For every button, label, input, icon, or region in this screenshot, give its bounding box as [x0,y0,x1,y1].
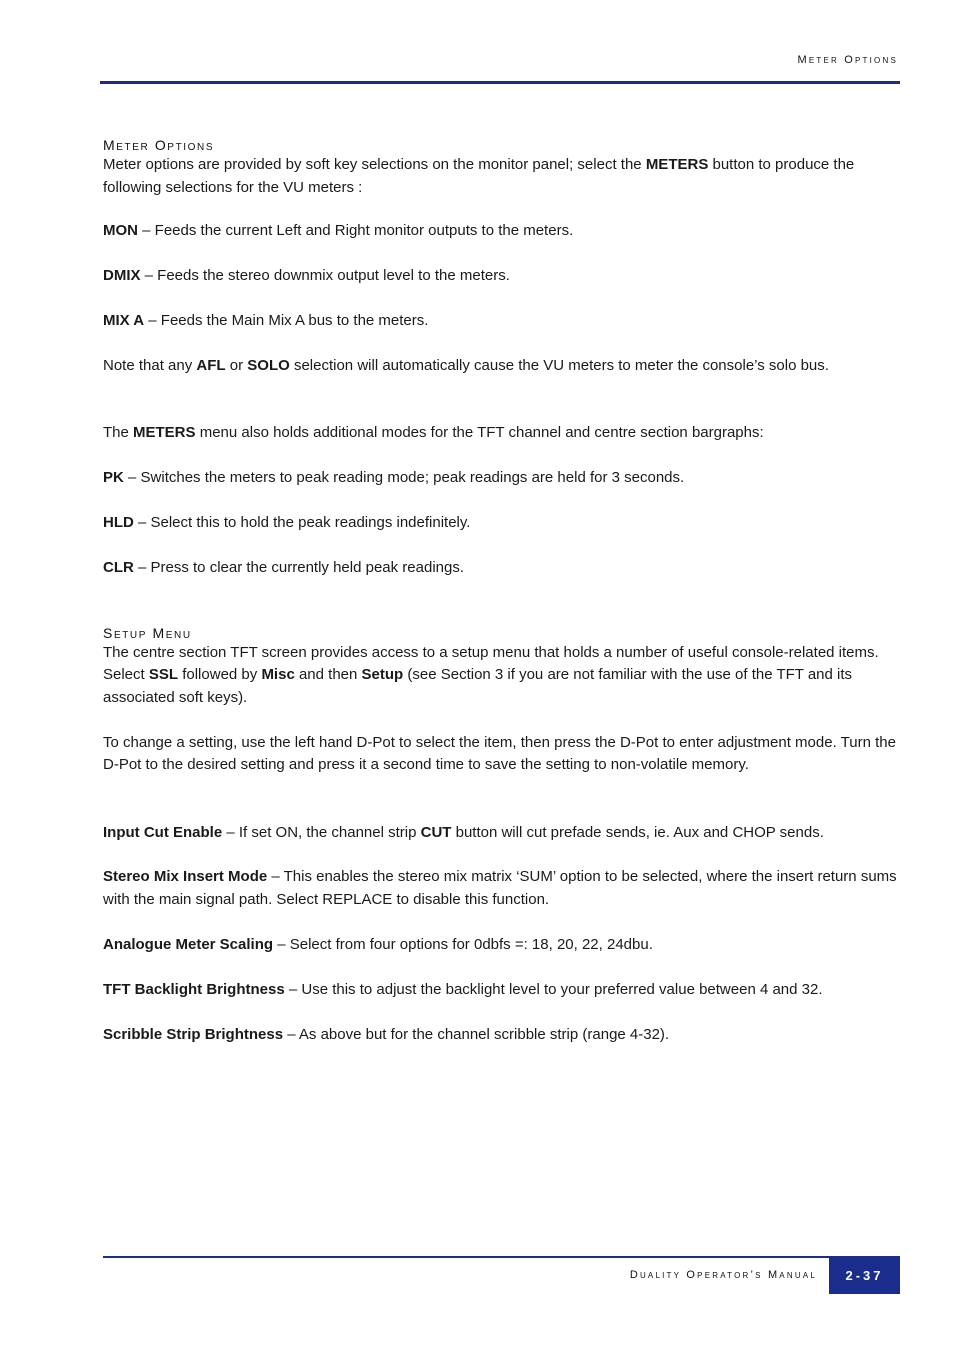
text-run: – This enables the stereo mix matrix ‘SUM’ option to be selected, where the insert return sums with the main signal path. Select REPLACE to disable this function. [103,868,897,908]
text-run: The centre section TFT screen provides access to a setup menu that holds a number of useful console-related items. Select [103,643,879,683]
text-run: or [225,357,248,374]
header-rule [100,81,900,84]
setup-menu-change-setting [103,732,899,777]
text-run: To change a setting, use the left hand D-Pot to select the item, then press the D-Pot to enter adjustment mode. Turn the D-Pot to the desired setting and press it a second time to save the setting to non-volatile memory. [103,733,896,773]
footer-manual-title: Duality Operator’s Manual [629,1269,817,1281]
meters-modes-intro [103,422,899,445]
meter-option-dmix [103,265,899,288]
bold-term: Stereo Mix Insert Mode [103,868,268,885]
text-run: – Switches the meters to peak reading mode; peak readings are held for 3 seconds. [123,469,685,486]
bold-term: METERS [133,424,196,441]
meter-option-mix-a [103,310,899,333]
setup-menu-intro [103,642,899,710]
bold-term: METERS [645,156,709,173]
text-run: – Feeds the current Left and Right monitor outputs to the meters. [138,222,574,239]
meter-mode-hld [103,512,899,535]
text-run: – Feeds the stereo downmix output level to the meters. [140,267,510,284]
section-title-setup-menu: Setup Menu [103,624,192,641]
footer-rule [103,1256,900,1258]
text-run: and then [294,666,362,683]
bold-term: Input Cut Enable [103,823,223,841]
bold-term: CUT [420,823,452,841]
text-run: The [103,424,134,441]
bold-term: SSL [148,666,179,683]
bold-term: CLR [103,559,134,576]
text-run: button will cut prefade sends, ie. Aux and CHOP sends. [451,823,824,841]
meter-options-note [103,355,899,378]
bold-term: DMIX [103,267,141,284]
text-run: selection will automatically cause the VU meters to meter the console’s solo bus. [289,357,829,374]
text-run: Note that any [103,357,197,374]
bold-term: Analogue Meter Scaling [103,935,274,953]
bold-term: PK [103,469,124,486]
meter-mode-pk [103,467,899,490]
bold-term: Misc [261,666,295,683]
text-run: followed by [178,666,262,683]
text-run: – Feeds the Main Mix A bus to the meters. [144,312,429,329]
bold-term: TFT Backlight Brightness [103,980,285,998]
bold-term: SOLO [247,357,290,374]
setup-item-analogue-meter-scaling [103,934,899,957]
text-run: menu also holds additional modes for the TFT channel and centre section bargraphs: [195,424,764,441]
text-run: – Use this to adjust the backlight level to your preferred value between 4 and 32. [284,980,823,998]
setup-item-scribble-strip-brightness [103,1024,899,1047]
text-run: button to produce the following selections for the VU meters : [103,156,855,196]
meter-options-intro [103,154,899,199]
meter-mode-clr [103,557,899,580]
page-number-badge: 2-37 [829,1257,900,1294]
text-run: – Press to clear the currently held peak readings. [133,559,465,576]
text-run: – Select from four options for 0dbfs =: 18, 20, 22, 24dbu. [273,935,653,953]
setup-item-input-cut-enable [103,822,899,845]
text-run: – If set ON, the channel strip [222,823,421,841]
setup-item-tft-backlight-brightness [103,979,899,1002]
section-title-meter-options: Meter Options [103,137,215,153]
meter-option-mon [103,220,899,243]
bold-term: Scribble Strip Brightness [103,1025,284,1043]
text-run: Meter options are provided by soft key selections on the monitor panel; select the [103,156,646,173]
text-run: (see Section 3 if you are not familiar with the use of the TFT and its associated soft keys). [103,666,853,706]
bold-term: MON [103,222,138,239]
text-run: – As above but for the channel scribble strip (range 4-32). [283,1025,670,1043]
bold-term: MIX A [103,312,145,329]
bold-term: HLD [103,514,134,531]
bold-term: AFL [196,357,226,374]
page-header-title: Meter Options [797,54,898,66]
text-run: – Select this to hold the peak readings indefinitely. [133,514,471,531]
setup-item-stereo-mix-insert-mode [103,866,899,911]
bold-term: Setup [361,666,404,683]
page-content [103,136,899,1046]
